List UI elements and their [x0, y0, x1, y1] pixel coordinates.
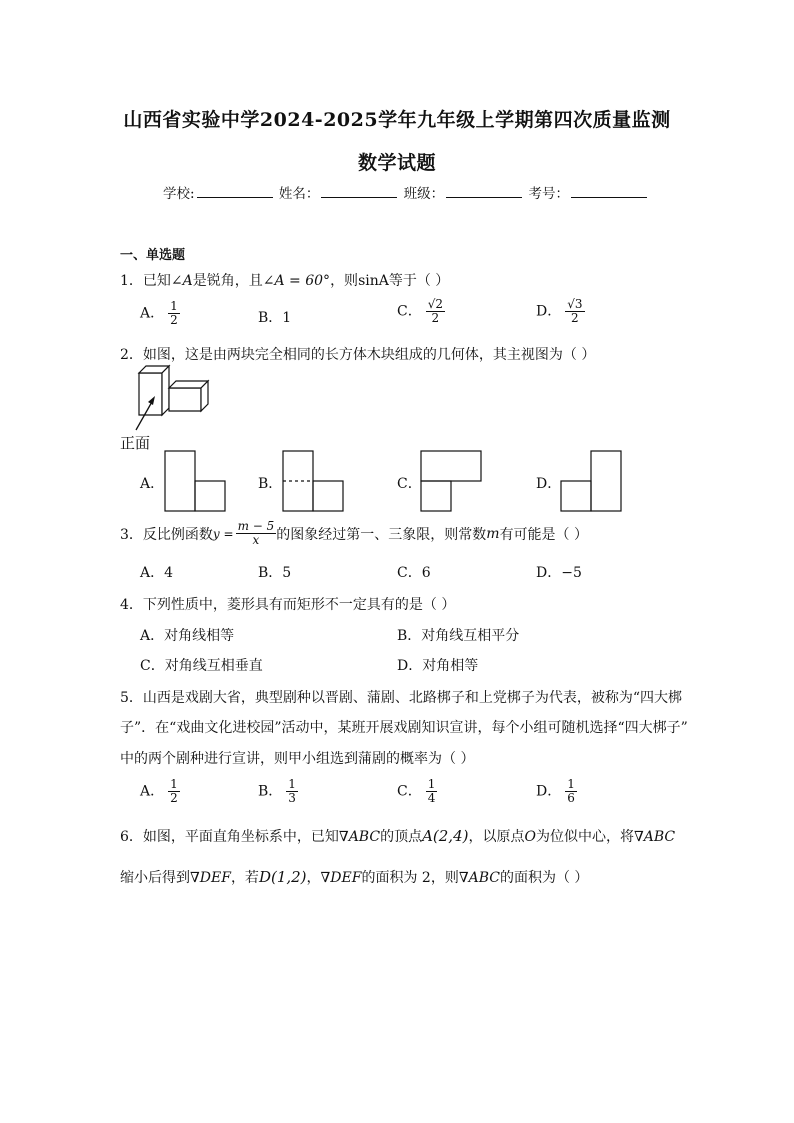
numerator: 1 [170, 299, 178, 313]
fraction [565, 778, 577, 805]
fraction [168, 778, 180, 805]
numerator: 1 [288, 777, 296, 791]
figure-label-front: 正面 [120, 434, 151, 452]
denominator: 6 [567, 791, 575, 805]
q6-point-a: A(2,4) [422, 827, 469, 845]
q5-option-d[interactable] [536, 778, 577, 805]
denominator: 2 [571, 311, 579, 325]
question-6-line-1 [120, 826, 675, 846]
q6-text: 的面积为 2，则 [361, 870, 459, 886]
q6-triangle-def: ∇DEF [190, 870, 231, 886]
option-label: C． [397, 783, 422, 800]
denominator: 3 [288, 791, 296, 805]
q3-fraction [236, 520, 277, 547]
question-6-line-2 [120, 867, 588, 887]
numerator: m − 5 [237, 519, 275, 533]
fraction [286, 778, 298, 805]
view-d-short [561, 481, 591, 511]
q6-text: ，若 [230, 870, 259, 886]
q2-option-a[interactable]: A． [140, 476, 165, 492]
q4-option-a[interactable]: A．对角线相等 [140, 628, 235, 644]
q3-option-c[interactable]: C．6 [397, 565, 431, 581]
q4-option-d[interactable]: D．对角相等 [397, 658, 479, 674]
denominator: 4 [427, 791, 436, 805]
q1-sin: sinA [358, 273, 389, 289]
q1-text-e: ，则 [330, 273, 359, 289]
q2-option-b[interactable]: B． [258, 476, 283, 492]
question-5-line-1: 5．山西是戏剧大省，典型剧种以晋剧、蒲剧、北路梆子和上党梆子为代表，被称为“四大梆 [120, 690, 683, 706]
school-label: 学校: [163, 186, 195, 202]
option-label: A． [140, 783, 165, 800]
exam-number-label: 考号： [528, 186, 569, 202]
q6-text: 6．如图，平面直角坐标系中，已知 [120, 829, 339, 845]
q5-option-c[interactable] [397, 778, 437, 805]
fraction [426, 778, 438, 805]
class-label: 班级： [403, 186, 445, 202]
q3-option-a[interactable]: A．4 [140, 565, 174, 581]
q6-triangle-abc: ∇ABC [338, 829, 381, 845]
view-a-tall [165, 451, 195, 511]
q6-triangle-abc: ∇ABC [633, 829, 676, 845]
q6-text: 的顶点 [380, 829, 423, 845]
q1-text-c: 是锐角，且 [192, 273, 263, 289]
numerator: √3 [567, 297, 583, 311]
q1-angle: ∠A [170, 273, 193, 289]
q6-text: 缩小后得到 [120, 870, 190, 886]
option-label: D． [536, 783, 562, 800]
q6-text: ， [306, 870, 321, 886]
q6-triangle-def: ∇DEF [320, 870, 362, 886]
q3-text-a: 3．反比例函数 [120, 526, 213, 543]
page-subtitle: 数学试题 [357, 152, 436, 174]
q2-option-d[interactable]: D． [536, 476, 562, 492]
tall-block-front [139, 373, 162, 415]
denominator: x [252, 533, 260, 547]
option-text: 1 [282, 310, 292, 326]
question-2-stem: 2．如图，这是由两块完全相同的长方体木块组成的几何体，其主视图为（ ） [120, 347, 596, 363]
q6-text: 的面积为（ ） [499, 870, 589, 886]
page-title: 山西省实验中学2024-2025学年九年级上学期第四次质量监测 [123, 109, 671, 131]
q3-option-b[interactable]: B．5 [258, 565, 292, 581]
denominator: 2 [431, 311, 440, 325]
name-label: 姓名： [278, 186, 320, 202]
q1-text-a: 1．已知 [120, 273, 171, 289]
question-4-stem: 4．下列性质中，菱形具有而矩形不一定具有的是（ ） [120, 597, 456, 613]
q4-option-b[interactable]: B．对角线互相平分 [397, 628, 520, 644]
numerator: 1 [170, 777, 178, 791]
option-label: D． [536, 303, 562, 320]
q6-text: ，以原点 [468, 829, 525, 845]
view-b-short [313, 481, 343, 511]
q2-option-c[interactable]: C． [397, 476, 422, 492]
denominator: 2 [170, 313, 178, 327]
q3-option-d[interactable]: D．−5 [536, 565, 582, 581]
question-3-stem [120, 520, 588, 547]
view-c-bottom [421, 481, 451, 511]
q3-text-b: 的图象经过第一、三象限，则常数 [276, 526, 487, 543]
q5-option-b[interactable] [258, 778, 298, 805]
option-label: C． [397, 303, 422, 320]
q6-origin: O [524, 829, 536, 845]
q3-var: m [486, 525, 500, 542]
numerator: √2 [427, 297, 443, 311]
view-c-top [421, 451, 481, 481]
option-label: B． [258, 310, 283, 326]
q6-text: 为位似中心，将 [535, 829, 634, 845]
question-5-line-2: 子”．在“戏曲文化进校园”活动中，某班开展戏剧知识宣讲，每个小组可随机选择“四大梆子” [120, 720, 688, 736]
option-label: B． [258, 783, 283, 800]
option-label: A． [140, 305, 165, 322]
numerator: 1 [567, 777, 575, 791]
section-heading: 一、单选题 [120, 248, 186, 263]
q6-point-d: D(1,2) [258, 868, 307, 886]
denominator: 2 [170, 791, 178, 805]
q5-option-a[interactable] [140, 778, 180, 805]
q4-option-c[interactable]: C．对角线互相垂直 [140, 658, 263, 674]
view-a-short [195, 481, 225, 511]
q3-function: y = [212, 526, 234, 541]
numerator: 1 [427, 777, 436, 791]
short-block-front [169, 388, 201, 411]
question-5-line-3: 中的两个剧种进行宣讲，则甲小组选到蒲剧的概率为（ ） [120, 751, 475, 767]
q6-triangle-abc: ∇ABC [458, 870, 500, 886]
tall-block-side [162, 366, 169, 415]
view-d-tall [591, 451, 621, 511]
q1-angle-value: ∠A = 60° [262, 273, 331, 289]
q3-text-c: 有可能是（ ） [499, 526, 589, 543]
q1-text-g: 等于（ ） [388, 273, 450, 289]
